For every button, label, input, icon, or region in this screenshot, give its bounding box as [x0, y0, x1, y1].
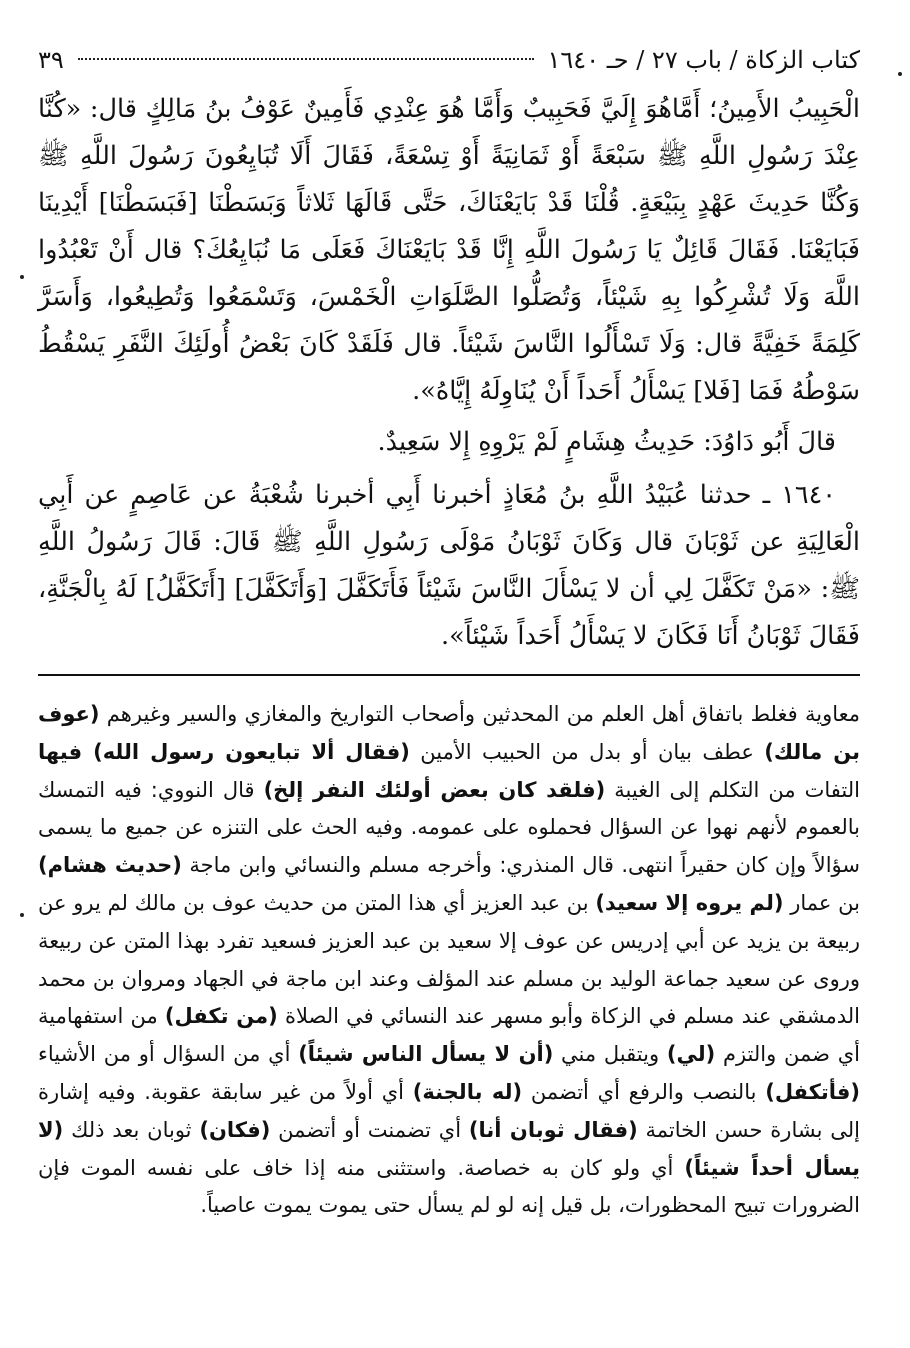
hadith-paragraph: الْحَبِيبُ الأَمِينُ؛ أَمَّاهُوَ إِلَيَّ فَحَبِيبٌ وَأَمَّا هُوَ عِنْدِي فَأَمِينٌ عَوْفُ بنُ مَالِكٍ قال: «كُنَّا عِنْدَ رَسُولِ اللَّهِ ﷺ سَبْعَةً أَوْ ثَمَانِيَةً أَوْ تِسْعَةً، فَقَالَ أَلَا تُبَايِعُونَ رَسُولَ اللَّهِ ﷺ وَكُنَّا حَدِيثَ عَهْدٍ بِبَيْعَةٍ. قُلْنَا قَدْ بَايَعْنَاكَ، حَتَّى قَالَهَا ثَلاثاً وَبَسَطْنَا [فَبَسَطْنَا] أَيْدِينَا فَبَايَعْنَا. فَقَالَ قَائِلٌ يَا رَسُولَ اللَّهِ إِنَّا قَدْ بَايَعْنَاكَ فَعَلَى مَا نُبَايِعُكَ؟ قال أَنْ تَعْبُدُوا اللَّهَ وَلَا تُشْرِكُوا بِهِ شَيْئاً، وَتُصَلُّوا الصَّلَوَاتِ الْخَمْسَ، وَتَسْمَعُوا وَتُطِيعُوا، وَأَسَرَّ كَلِمَةً خَفِيَّةً قال: وَلَا تَسْأَلُوا النَّاسَ شَيْئاً. قال فَلَقَدْ كَانَ بَعْضُ أُولَئِكَ النَّفَرِ يَسْقُطُ سَوْطُهُ فَمَا [فَلا] يَسْأَلُ أَحَداً أَنْ يُنَاوِلَهُ إِيَّاهُ».: [38, 94, 860, 406]
abu-dawud-note: قالَ أَبُو دَاوُدَ: حَدِيثُ هِشَامٍ لَمْ يَرْوِهِ إِلا سَعِيدٌ.: [377, 427, 836, 457]
commentary-text: بن عبد العزيز أي هذا المتن من حديث عوف بن مالك لم يرو عن ربيعة بن يزيد عن أبي إدريس عن عوف إلا سعيد بن عبد العزيز فسعيد تفرد بهذا المتن عن ربيعة وروى عن سعيد جماعة الوليد بن مسلم عند المؤلف وعند ابن ماجة في الجهاد ومروان بن محمد الدمشقي عند مسلم في الزكاة وأبو مسهر عند النسائي في الصلاة: [38, 890, 860, 1029]
commentary-footnotes: [38, 696, 860, 1225]
commentary-text: أي أولاً من غير سابقة عقوبة. وفيه إشارة إلى بشارة حسن الخاتمة: [38, 1079, 860, 1142]
commentary-keyword: (له بالجنة): [412, 1079, 523, 1104]
commentary-text: عطف بيان أو بدل من الحبيب الأمين: [409, 739, 765, 764]
commentary-text: من استفهامية أي ضمن والتزم: [38, 1004, 860, 1067]
print-speck: [20, 275, 24, 279]
header-leader-dots: [78, 58, 534, 60]
commentary-keyword: (فأتكفل): [765, 1079, 861, 1104]
commentary-keyword: (لم يروه إلا سعيد): [595, 890, 784, 915]
commentary-text: أي تضمنت أو أتضمن: [270, 1117, 469, 1142]
commentary-keyword: (لي): [666, 1042, 716, 1067]
commentary-text: قال النووي: فيه التمسك بالعموم لأنهم نهوا عن السؤال فحملوه على عمومه. وفيه الحث على التنزه عن جميع ما يسمى سؤالاً وإن كان حقيراً انتهى. قال المنذري: وأخرجه مسلم والنسائي وابن ماجة: [38, 777, 860, 878]
commentary-keyword: (فقال ثوبان أنا): [468, 1117, 638, 1142]
commentary-paragraph: [38, 696, 860, 1225]
commentary-text: بالنصب والرفع أي أتضمن: [522, 1079, 766, 1104]
print-speck: [898, 72, 902, 76]
page-number: ٣٩: [38, 46, 64, 74]
commentary-keyword: (فقال ألا تبايعون رسول الله) فيها: [38, 739, 410, 764]
header-title: كتاب الزكاة / باب ٢٧ / حـ ١٦٤٠: [547, 46, 860, 74]
commentary-keyword: (فكان): [199, 1117, 271, 1142]
commentary-text: معاوية فغلط باتفاق أهل العلم من المحدثين وأصحاب التواريخ والمغازي والسير وغيرهم: [99, 702, 860, 726]
commentary-text: بن عمار: [783, 890, 860, 915]
book-page: [38, 40, 860, 1225]
hadith-1640: ١٦٤٠ ـ حدثنا عُبَيْدُ اللَّهِ بنُ مُعَاذٍ أخبرنا أَبِي أخبرنا شُعْبَةُ عن عَاصِمٍ عن أَبِي الْعَالِيَةِ عن ثَوْبَانَ قال وَكَانَ ثَوْبَانُ مَوْلَى رَسُولِ اللَّهِ ﷺ قَالَ: قَالَ رَسُولُ اللَّهِ ﷺ: «مَنْ تَكَفَّلَ لِي أن لا يَسْأَلَ النَّاسَ شَيْئاً فَأَتَكَفَّلَ [وَأَتَكَفَّلَ] [أَتَكَفَّلُ] لَهُ بِالْجَنَّةِ، فَقَالَ ثَوْبَانُ أَنَا فَكَانَ لا يَسْأَلُ أَحَداً شَيْئاً».: [38, 480, 860, 651]
running-header: [38, 40, 860, 86]
footnote-divider: [38, 674, 860, 676]
print-speck: [20, 913, 24, 917]
commentary-keyword: (فلقد كان بعض أولئك النفر إلخ): [263, 777, 606, 802]
commentary-text: ثوبان بعد ذلك: [63, 1117, 200, 1142]
commentary-keyword: (عوف بن مالك): [38, 702, 860, 764]
commentary-text: أي ولو كان به خصاصة. واستثنى منه إذا خاف على نفسه الموت فإن الضرورات تبيح المحظورات، بل قيل إنه لو لم يسأل حتى يموت يموت عاصياً.: [38, 1155, 860, 1218]
commentary-keyword: (من تكفل): [164, 1004, 278, 1029]
commentary-text: أي من السؤال أو من الأشياء: [38, 1042, 299, 1067]
commentary-text: ويتقبل مني: [553, 1042, 667, 1067]
commentary-keyword: (حديث هشام): [38, 853, 182, 878]
commentary-keyword: (أن لا يسأل الناس شيئاً): [298, 1042, 554, 1067]
hadith-text: [38, 86, 860, 660]
commentary-keyword: (لا يسأل أحداً شيئاً): [38, 1117, 860, 1180]
commentary-text: التفات من التكلم إلى الغيبة: [605, 777, 860, 802]
